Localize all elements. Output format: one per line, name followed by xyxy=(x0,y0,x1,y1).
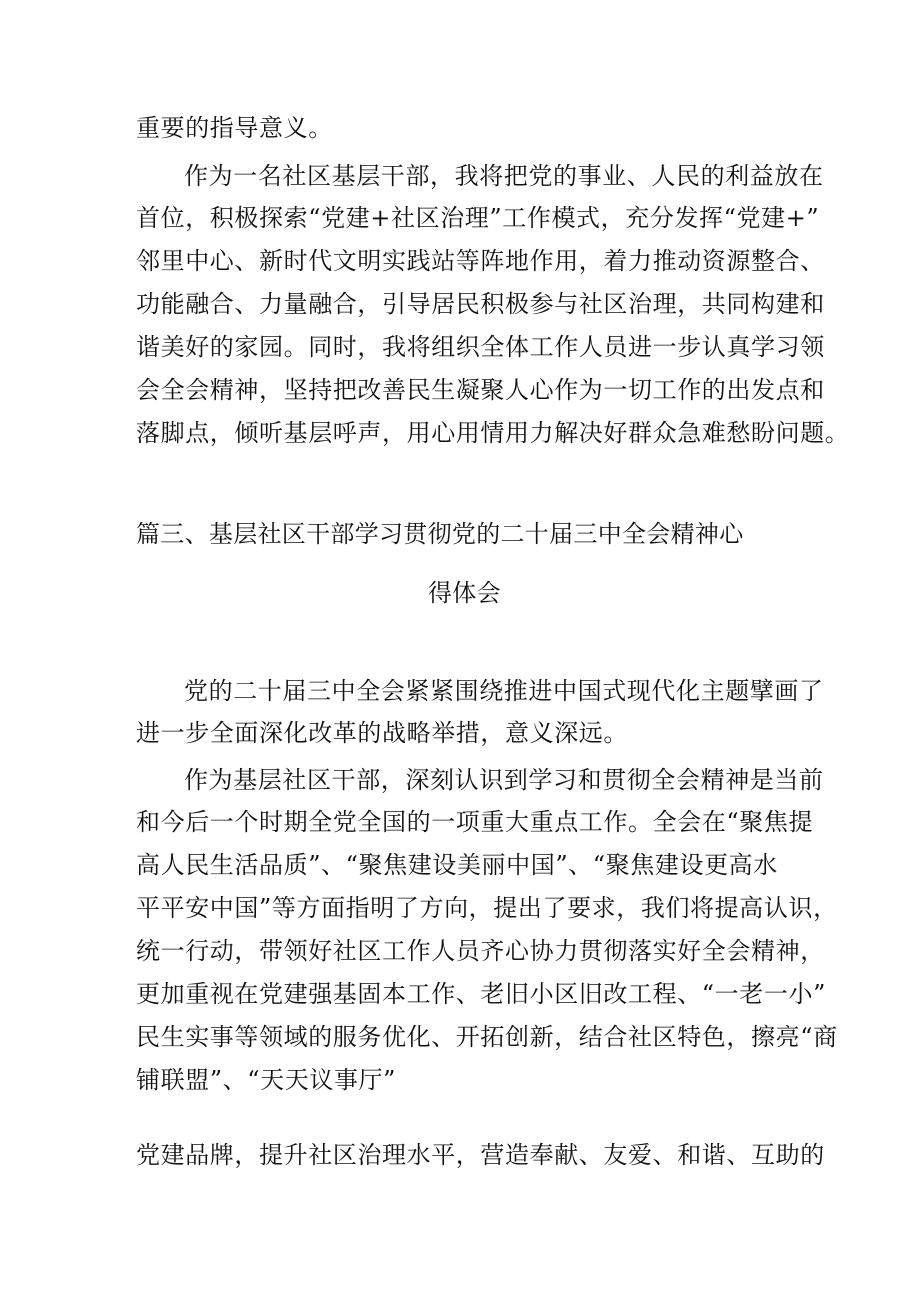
text-line: 党的二十届三中全会紧紧围绕推进中国式现代化主题擘画了 xyxy=(184,677,824,705)
text-line: 更加重视在党建强基固本工作、老旧小区旧改工程、“一老一小” xyxy=(136,980,826,1008)
text-line: 进一步全面深化改革的战略举措，意义深远。 xyxy=(136,719,628,747)
text-line: 统一行动，带领好社区工作人员齐心协力贯彻落实好全会精神， xyxy=(136,937,825,965)
text-line: 平平安中国”等方面指明了方向，提出了要求，我们将提高认识， xyxy=(136,894,838,922)
text-line: 作为一名社区基层干部，我将把党的事业、人民的利益放在 xyxy=(184,162,824,190)
text-line: 高人民生活品质”、“聚焦建设美丽中国”、“聚焦建设更高水 xyxy=(136,851,778,879)
text-line: 首位，积极探索“党建+社区治理”工作模式，充分发挥“党建+” xyxy=(136,204,820,232)
section-heading-line-2: 得体会 xyxy=(428,579,501,607)
text-line: 民生实事等领域的服务优化、开拓创新，结合社区特色，擦亮“商 xyxy=(136,1023,838,1051)
text-line: 会全会精神，坚持把改善民生凝聚人心作为一切工作的出发点和 xyxy=(136,376,825,404)
text-line: 重要的指导意义。 xyxy=(136,114,333,142)
text-line: 谐美好的家园。同时，我将组织全体工作人员进一步认真学习领 xyxy=(136,333,825,361)
text-line: 落脚点，倾听基层呼声，用心用情用力解决好群众急难愁盼问题。 xyxy=(136,419,850,447)
text-line: 作为基层社区干部，深刻认识到学习和贯彻全会精神是当前 xyxy=(184,766,824,794)
text-line: 邻里中心、新时代文明实践站等阵地作用，着力推动资源整合、 xyxy=(136,247,825,275)
text-line: 功能融合、力量融合，引导居民积极参与社区治理，共同构建和 xyxy=(136,290,825,318)
text-line: 铺联盟”、“天天议事厅” xyxy=(136,1066,397,1094)
text-line: 党建品牌，提升社区治理水平，营造奉献、友爱、和谐、互助的 xyxy=(136,1141,825,1169)
text-line: 和今后一个时期全党全国的一项重大重点工作。全会在“聚焦提 xyxy=(136,808,814,836)
section-heading-line-1: 篇三、基层社区干部学习贯彻党的二十届三中全会精神心 xyxy=(136,520,744,548)
